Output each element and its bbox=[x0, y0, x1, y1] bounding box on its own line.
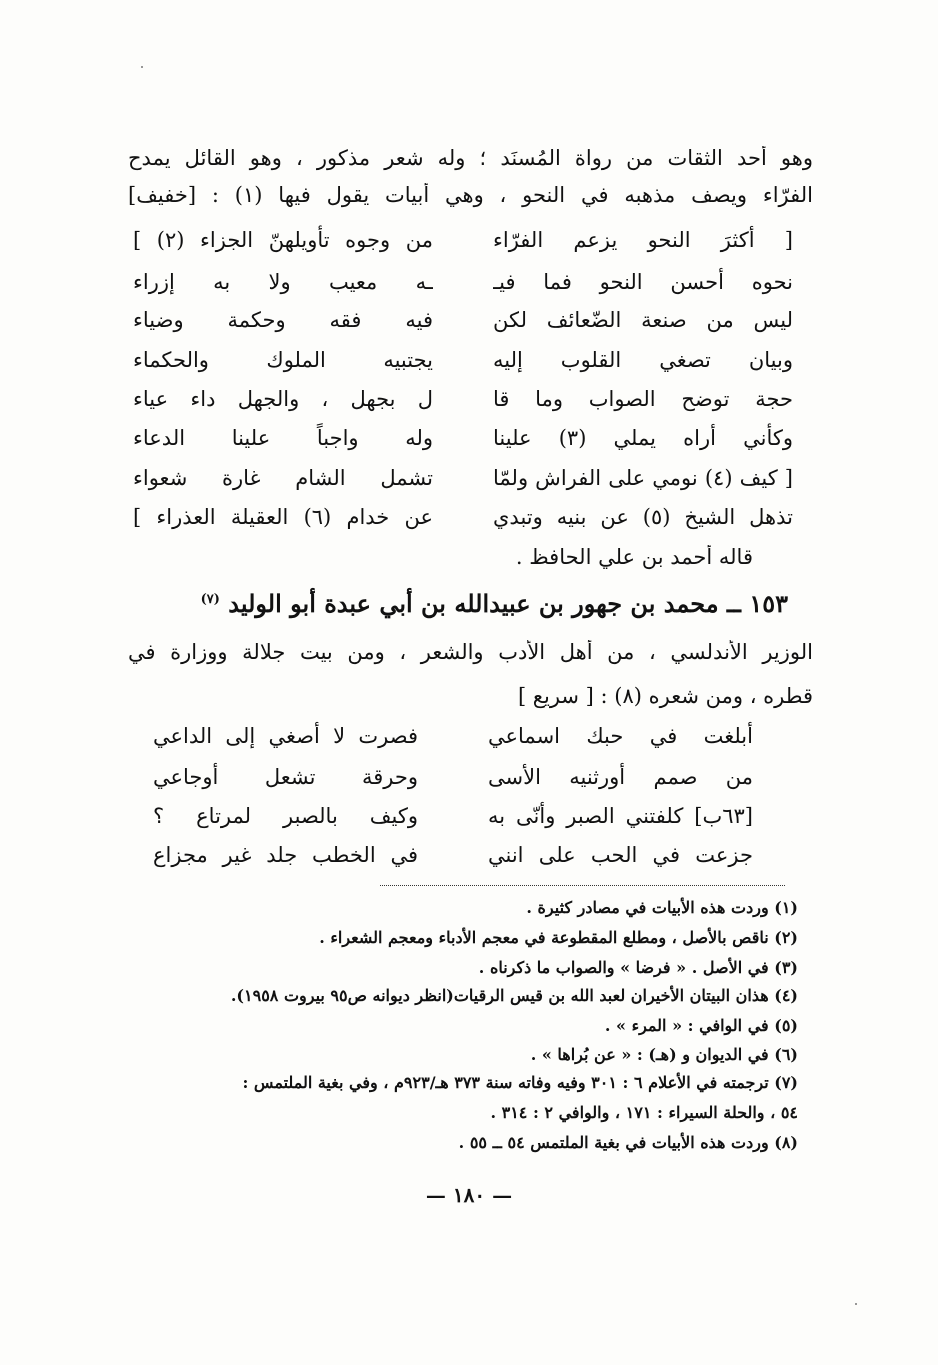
entry-line-2: الوزير الأندلسي ، من أهل الأدب والشعر ، ومن بيت جلالة ووزارة في bbox=[128, 640, 813, 664]
poem1-ajuz: يجتبيه الملوك والحكماء bbox=[133, 348, 433, 372]
poem2-verse bbox=[153, 718, 753, 754]
poem1-verse bbox=[133, 420, 793, 456]
poem1-ajuz: عن خدام (٦) العقيلة العذراء ] bbox=[133, 505, 433, 529]
scan-speck bbox=[141, 66, 143, 68]
poem2-ajuz: فصرت لا أصغي إلى الداعي bbox=[153, 724, 418, 748]
poem1-sadr: وبيان تصغي القلوب إليه bbox=[493, 348, 793, 372]
scan-speck bbox=[855, 1303, 857, 1305]
entry-line-3: قطره ، ومن شعره (٨) : [ سريع ] bbox=[517, 684, 813, 708]
poem1-verse bbox=[133, 302, 793, 338]
poem1-verse bbox=[133, 342, 793, 378]
poem2-verse bbox=[153, 837, 753, 873]
poem2-ajuz: وكيف بالصبر لمرتاع ؟ bbox=[153, 804, 418, 828]
footnote: (٧) ترجمته في الأعلام ٦ : ٣٠١ وفيه وفاته سنة ٣٧٣ هـ/٩٢٣م ، وفي بغية الملتمس : bbox=[242, 1073, 798, 1092]
footnote: (٦) في الديوان و (هـ) : « عن بُراها » . bbox=[530, 1045, 798, 1064]
intro-line-2: الفرّاء ويصف مذهبه في النحو ، وهي أبيات يقول فيها (١) : [خفيف] bbox=[128, 183, 813, 207]
poem1-verse bbox=[133, 222, 793, 258]
footnote: (٤) هذان البيتان الأخيران لعبد الله بن قيس الرقيات(انظر ديوانه ص٩٥ بيروت ١٩٥٨). bbox=[230, 986, 798, 1005]
footnote: (٣) في الأصل . « فرضا » والصواب ما ذكرناه . bbox=[478, 958, 798, 977]
poem1-sadr: ليس من صنعة الضّعائف لكن bbox=[493, 308, 793, 332]
poem1-ajuz: فيه فقه وحكمة وضياء bbox=[133, 308, 433, 332]
poem2-ajuz: في الخطب جلد غير مجزاع bbox=[153, 843, 418, 867]
poem1-verse bbox=[133, 499, 793, 535]
poem2-verse bbox=[153, 759, 753, 795]
poem2-ajuz: وحرقة تشعل أوجاعي bbox=[153, 765, 418, 789]
poem1-verse bbox=[133, 460, 793, 496]
poem1-sadr: وكأني أراه يملي (٣) علينا bbox=[493, 426, 793, 450]
entry-heading-note: (٧) bbox=[200, 592, 220, 607]
poem2-sadr: جزعت في الحب على انني bbox=[488, 843, 753, 867]
poem2-verse bbox=[153, 798, 753, 834]
poem1-sadr: [ كيف (٤) نومي على الفراش ولمّا bbox=[493, 466, 793, 490]
poem1-ajuz: ـه معيب ولا به إزراء bbox=[133, 270, 433, 294]
poem1-ajuz: ل بجهل ، والجهل داء عياء bbox=[133, 387, 433, 411]
footnote-separator bbox=[380, 885, 785, 886]
poem1-sadr: حجة توضح الصواب وما قا bbox=[493, 387, 793, 411]
poem2-sadr: من صمم أورثنيه الأسى bbox=[488, 765, 753, 789]
poem2-sadr: [٦٣ب] كلفتني الصبر وأنّى به bbox=[488, 804, 753, 828]
poem1-ajuz: تشمل الشام غارة شعواء bbox=[133, 466, 433, 490]
entry-heading bbox=[148, 590, 788, 619]
poem2-sadr: أبلغت في حبك اسماعي bbox=[488, 724, 753, 748]
intro-line-1: وهو أحد الثقات من رواة المُسنَد ؛ وله شعر مذكور ، وهو القائل يمدح bbox=[128, 146, 813, 170]
poem1-sadr: نحوه أحسن النحو فما فيـ bbox=[493, 270, 793, 294]
poem1-verse bbox=[133, 381, 793, 417]
poem1-ajuz: من وجوه تأويلهنّ الجزاء (٢) ] bbox=[133, 228, 433, 252]
poem1-sadr: [ أكثرَ النحو يزعم الفرّاء bbox=[493, 228, 793, 252]
entry-heading-text: ١٥٣ ــ محمد بن جهور بن عبيدالله بن أبي عبدة أبو الوليد bbox=[228, 589, 788, 618]
footnote: (٥) في الوافي : « المرء » . bbox=[604, 1016, 798, 1035]
poem1-ajuz: وله واجباً علينا الدعاء bbox=[133, 426, 433, 450]
page-number: — ١٨٠ — bbox=[425, 1183, 513, 1207]
poem1-verse bbox=[133, 264, 793, 300]
footnote: (١) وردت هذه الأبيات في مصادر كثيرة . bbox=[526, 898, 798, 917]
footnote: (٢) ناقص بالأصل ، ومطلع المقطوعة في معجم الأدباء ومعجم الشعراء . bbox=[319, 928, 798, 947]
attribution: قاله أحمد بن علي الحافظ . bbox=[515, 545, 753, 569]
poem1-sadr: تذهل الشيخ (٥) عن بنيه وتبدي bbox=[493, 505, 793, 529]
footnote: (٨) وردت هذه الأبيات في بغية الملتمس ٥٤ ــ ٥٥ . bbox=[458, 1133, 798, 1152]
footnote: ٥٤ ، والحلة السيراء : ١٧١ ، والوافي ٢ : ٣١٤ . bbox=[490, 1103, 798, 1122]
